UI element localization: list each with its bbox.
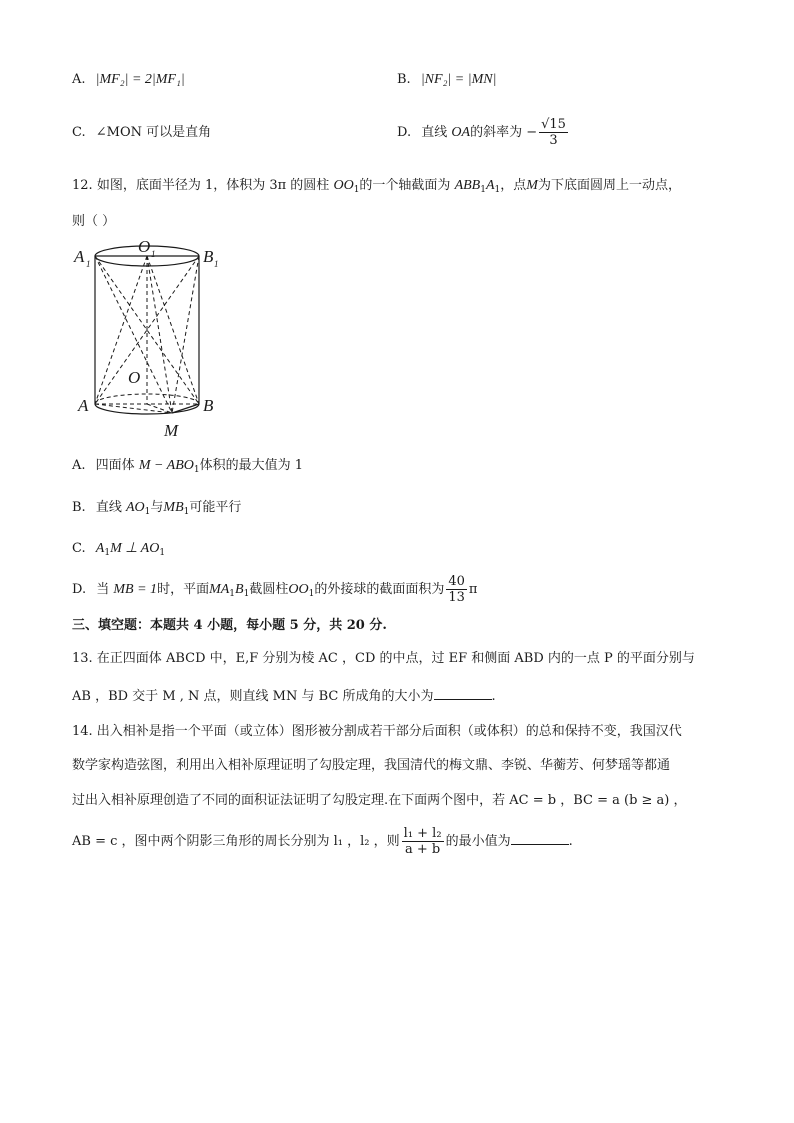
fraction xyxy=(446,574,467,605)
subscript: 1 xyxy=(193,465,200,475)
math-var: MB xyxy=(163,500,184,515)
math-var: AO xyxy=(125,500,145,515)
text: 截圆柱 xyxy=(249,582,289,597)
option-label: D. xyxy=(72,582,87,597)
text: 四面体 xyxy=(95,458,135,473)
math-var: MB = 1 xyxy=(113,582,158,597)
subscript: 1 xyxy=(480,185,486,195)
section-heading: 三、填空题：本题共 4 小题，每小题 5 分，共 20 分. xyxy=(72,618,387,633)
option-label: B. xyxy=(72,500,86,515)
fraction-numerator: √15 xyxy=(541,117,566,132)
q11-option-a-text: |MF₂| = 2|MF₁| xyxy=(95,72,185,87)
math-var: OO xyxy=(288,582,309,597)
q11-option-c xyxy=(72,123,211,143)
text: 直线 xyxy=(421,125,448,140)
label-b1: B xyxy=(203,247,214,266)
question-number: 12. xyxy=(72,178,93,193)
subscript: 1 xyxy=(144,507,151,517)
subscript: 1 xyxy=(229,589,236,599)
fraction-denominator: 13 xyxy=(448,590,465,605)
q14-line2: 数学家构造弦图，利用出入相补原理证明了勾股定理，我国清代的梅文鼎、李锐、华蘅芳、何梦瑶等都通 xyxy=(72,758,671,773)
q12-option-a xyxy=(72,456,303,476)
text: AB = c ，图中两个阴影三角形的周长分别为 l₁ ，l₂ ，则 xyxy=(72,834,400,849)
text: 与 xyxy=(150,500,164,515)
q11-option-c-text: ∠MON 可以是直角 xyxy=(95,125,212,140)
q14-line3: 过出入相补原理创造了不同的面积证法证明了勾股定理.在下面两个图中，若 AC = b ，BC = a (b ≥ a) ， xyxy=(72,793,687,808)
math-var: OO xyxy=(333,178,354,193)
math-var: M xyxy=(526,178,538,193)
text: 时，平面 xyxy=(157,582,210,597)
option-label: A. xyxy=(72,458,86,473)
subscript: 1 xyxy=(159,548,166,558)
text: 如图，底面半径为 1，体积为 3π 的圆柱 xyxy=(96,178,330,193)
q13-line2 xyxy=(72,687,496,707)
math-var: B xyxy=(235,582,244,597)
math-var: A xyxy=(95,541,105,556)
text: 的斜率为 xyxy=(470,125,523,140)
math-var: M − ABO xyxy=(138,458,194,473)
text: 当 xyxy=(96,582,110,597)
q11-option-b xyxy=(397,70,496,90)
fraction-numerator: l₁ + l₂ xyxy=(403,826,442,841)
fraction-numerator: 40 xyxy=(448,574,465,589)
subscript: 1 xyxy=(353,185,360,195)
q12-stem-line1: 12. 如图，底面半径为 1，体积为 3π 的圆柱 $OO_1$的一个轴截面为 $ABB_1A_1$，点M为下底面圆周上一动点， xyxy=(72,178,681,195)
q12-stem-line2 xyxy=(72,212,115,232)
option-label: C. xyxy=(72,541,86,556)
fraction-denominator: 3 xyxy=(549,133,558,148)
text: 直线 xyxy=(95,500,122,515)
q11-option-d xyxy=(397,113,570,153)
option-label: D. xyxy=(397,125,412,140)
option-label: C. xyxy=(72,125,86,140)
q14-line1: 14. 出入相补是指一个平面（或立体）图形被分割成若干部分后面积（或体积）的总和保持不变，我国汉代 xyxy=(72,724,682,739)
subscript: 1 xyxy=(308,589,315,599)
q13-line1: 13. 在正四面体 ABCD 中，E,F 分别为棱 AC ，CD 的中点，过 EF 和侧面 ABD 内的一点 P 的平面分别与 xyxy=(72,651,695,666)
math-var: OA xyxy=(451,125,471,140)
math-var: M ⊥ AO xyxy=(110,541,160,556)
text: ，点 xyxy=(500,178,527,193)
text: . xyxy=(491,689,496,704)
math-var: MA xyxy=(209,582,230,597)
label-sub: 1 xyxy=(214,259,219,269)
option-label: A. xyxy=(72,72,86,87)
text: AB ，BD 交于 M , N 点，则直线 MN 与 BC 所成角的大小为 xyxy=(72,689,434,704)
text: 的一个轴截面为 xyxy=(359,178,451,193)
subscript: 1 xyxy=(494,185,501,195)
text: . xyxy=(568,834,573,849)
label-a: A xyxy=(78,396,89,415)
text: 的外接球的截面面积为 xyxy=(314,582,445,597)
subscript: 1 xyxy=(243,589,250,599)
q14-line4 xyxy=(72,822,573,862)
fraction-denominator: a + b xyxy=(404,842,441,857)
q11-option-b-text: |NF₂| = |MN| xyxy=(420,72,497,87)
label-a1: A xyxy=(74,247,85,266)
cylinder-figure xyxy=(72,236,222,446)
q12-option-d xyxy=(72,570,477,610)
label-sub: 1 xyxy=(86,259,91,269)
q11-option-a xyxy=(72,70,185,90)
subscript: 1 xyxy=(183,507,190,517)
pi-symbol: π xyxy=(468,582,478,597)
fraction xyxy=(402,826,444,857)
text: 为下底面圆周上一动点， xyxy=(537,178,681,193)
text: 体积的最大值为 1 xyxy=(199,458,304,473)
math-var: ABB xyxy=(454,178,481,193)
label-o: O xyxy=(128,368,141,387)
label-m: M xyxy=(164,421,179,440)
answer-blank[interactable] xyxy=(511,832,569,845)
text: 的最小值为 xyxy=(445,834,511,849)
subscript: 1 xyxy=(104,548,111,558)
label-sub: 1 xyxy=(151,249,156,259)
option-label: B. xyxy=(397,72,411,87)
label-o1: O xyxy=(138,237,151,256)
fraction xyxy=(539,117,568,148)
answer-blank[interactable] xyxy=(434,687,492,700)
minus-sign: − xyxy=(526,125,538,140)
text: 可能平行 xyxy=(189,500,242,515)
label-b: B xyxy=(203,396,214,415)
text: 则（ ） xyxy=(72,214,116,229)
q12-option-c xyxy=(72,539,165,559)
q12-option-b xyxy=(72,498,241,518)
